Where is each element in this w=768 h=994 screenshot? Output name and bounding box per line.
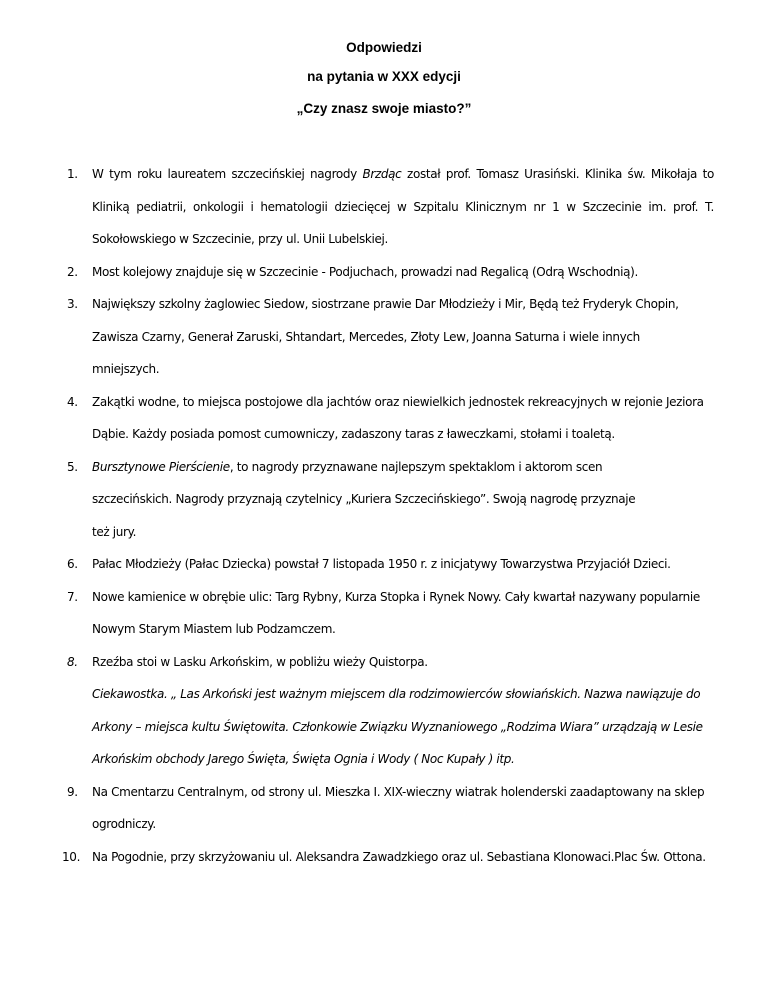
answer-item-8	[0, 646, 768, 776]
answer-text: , to nagrody przyznawane najlepszym spektaklom i aktorom scen szczecińskich. Nagrody przyznają czytelnicy „Kuriera Szczecińskiego”. Swoją nagrodę przyznaje też jury.	[92, 459, 636, 539]
answer-item-2	[0, 256, 768, 289]
answer-number: 3.	[67, 297, 78, 311]
answer-number: 10.	[62, 849, 81, 864]
answer-text: Zakątki wodne, to miejsca postojowe dla jachtów oraz niewielkich jednostek rekreacyjnych w rejonie Jeziora Dąbie. Każdy posiada pomost cumowniczy, zadaszony taras z ławeczkami, stołami i toaletą.	[92, 394, 704, 441]
answer-item-7	[0, 581, 768, 646]
answer-text: Nowe kamienice w obrębie ulic: Targ Rybny, Kurza Stopka i Rynek Nowy. Cały kwartał nazywany popularnie Nowym Starym Miastem lub Podzamczem.	[92, 589, 700, 636]
answer-number: 4.	[67, 394, 78, 409]
answer-number: 5.	[67, 459, 78, 474]
answer-item-10	[0, 841, 768, 874]
answer-item-1	[0, 158, 768, 256]
answer-note-curiosity: Ciekawostka. „ Las Arkoński jest ważnym miejscem dla rodzimowierców słowiańskich. Nazwa nawiązuje do Arkony – miejsca kultu Świętowita. Członkowie Związku Wyznaniowego „Rodzima Wiara” urządzają w Lesie Arkońskim obchody Jarego Święta, Święta Ognia i Wody ( Noc Kupały ) itp.	[92, 687, 703, 766]
answer-number: 2.	[67, 264, 78, 279]
answer-text: W tym roku laureatem szczecińskiej nagrody	[92, 167, 363, 181]
subtitle-quiz-name: „Czy znasz swoje miasto?”	[296, 101, 472, 116]
answer-number: 6.	[67, 557, 78, 571]
answer-item-4	[0, 386, 768, 451]
answer-text: Rzeźba stoi w Lasku Arkońskim, w pobliżu wieży Quistorpa.	[92, 654, 428, 669]
answer-item-9	[0, 776, 768, 841]
award-name: Brzdąc	[362, 167, 402, 181]
answer-item-6	[0, 548, 768, 581]
answer-text: Na Cmentarzu Centralnym, od strony ul. Mieszka I. XIX-wieczny wiatrak holenderski zaadaptowany na sklep ogrodniczy.	[92, 784, 705, 831]
answer-text: Największy szkolny żaglowiec Siedow, siostrzane prawie Dar Młodzieży i Mir, Będą też Fryderyk Chopin, Zawisza Czarny, Generał Zaruski, Shtandart, Mercedes, Złoty Lew, Joanna Saturna i wiele innych mniejszych.	[92, 297, 679, 376]
answer-item-5	[0, 451, 768, 549]
answer-item-3	[0, 288, 768, 386]
answer-text-continued: został prof. Tomasz Urasiński. Klinika św. Mikołaja to Kliniką pediatrii, onkologii i hematologii dziecięcej w Szpitalu Klinicznym nr 1 w Szczecinie im. prof. T. Sokołowskiego w Szczecinie, przy ul. Unii Lubelskiej.	[92, 167, 714, 246]
answer-number: 9.	[67, 784, 78, 799]
subtitle-edition: na pytania w XXX edycji	[307, 69, 461, 84]
answer-text: Most kolejowy znajduje się w Szczecinie - Podjuchach, prowadzi nad Regalicą (Odrą Wschodnią).	[92, 264, 638, 279]
title-answers: Odpowiedzi	[346, 40, 422, 55]
answer-number: 8.	[67, 654, 78, 669]
answer-text: Pałac Młodzieży (Pałac Dziecka) powstał 7 listopada 1950 r. z inicjatywy Towarzystwa Przyjaciół Dzieci.	[92, 557, 671, 571]
award-name: Bursztynowe Pierścienie	[92, 459, 230, 474]
answers-list	[0, 158, 768, 873]
answer-text: Na Pogodnie, przy skrzyżowaniu ul. Aleksandra Zawadzkiego oraz ul. Sebastiana Klonowaci.Plac Św. Ottona.	[92, 849, 706, 864]
answer-number: 1.	[67, 167, 78, 181]
answer-number: 7.	[67, 589, 78, 604]
